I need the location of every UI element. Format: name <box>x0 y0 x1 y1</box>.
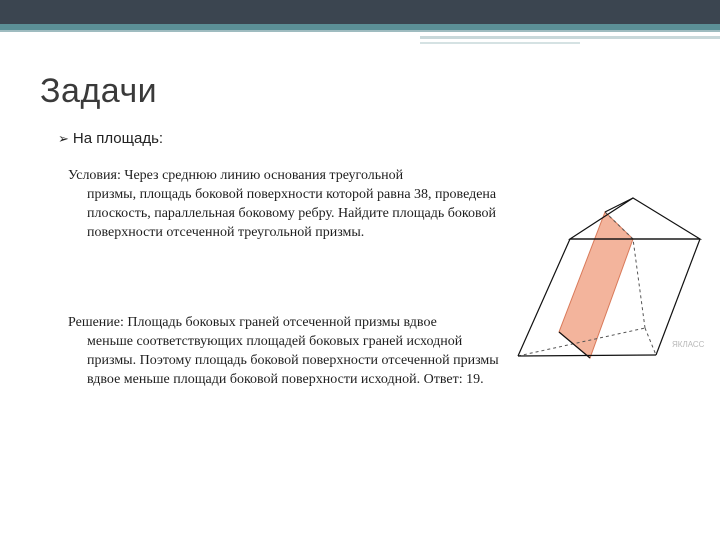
slide-title: Задачи <box>40 72 158 110</box>
condition-first-line: Условия: Через среднюю линию основания треугольной <box>68 168 404 183</box>
accent-line <box>420 42 580 44</box>
section-plane <box>559 212 633 358</box>
bullet-label: На площадь: <box>72 130 164 147</box>
prism-figure <box>510 188 710 363</box>
arrow-bullet-icon: ➢ <box>58 130 69 146</box>
top-bar <box>0 0 720 24</box>
bullet-item <box>58 130 163 147</box>
accent-line <box>0 30 720 32</box>
solution-text <box>68 313 513 389</box>
condition-text <box>68 166 513 242</box>
solution-rest: меньше соответствующих площадей боковых граней исходной призмы. Поэтому площадь боковой поверхности отсеченной призмы вдвое меньше площади боковой поверхности исходной. Ответ: 19. <box>87 334 499 387</box>
solution-first-line: Решение: Площадь боковых граней отсеченной призмы вдвое <box>68 315 437 330</box>
watermark: ЯКЛАСС <box>672 340 705 349</box>
accent-line <box>420 36 720 39</box>
condition-rest: призмы, площадь боковой поверхности которой равна 38, проведена плоскость, параллельная боковому ребру. Найдите площадь боковой поверхности отсеченной треугольной призмы. <box>87 187 497 240</box>
